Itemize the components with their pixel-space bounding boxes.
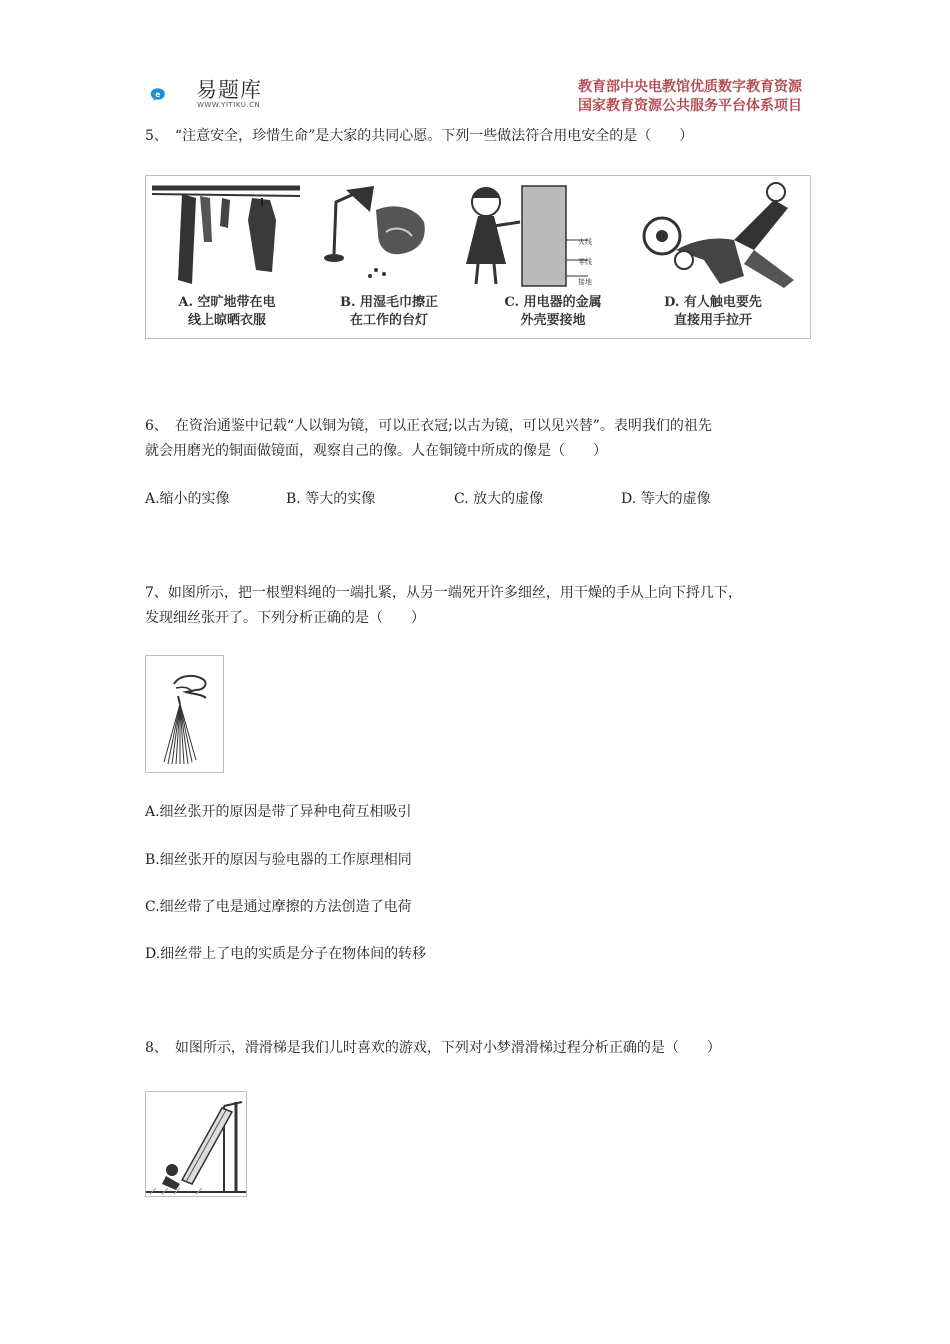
- logo-url: WWW.YITIKU.CN: [197, 101, 261, 109]
- caption-a: [152, 294, 302, 330]
- q7-figure: [145, 655, 224, 773]
- svg-text:e: e: [155, 89, 161, 99]
- q7-option-c[interactable]: C.细丝带了电是通过摩擦的方法创造了电荷: [145, 899, 412, 915]
- q7-option-b[interactable]: B.细丝张开的原因与验电器的工作原理相同: [145, 852, 412, 868]
- caption-a-line2: 线上晾晒衣服: [187, 313, 266, 328]
- panel-c-grounding-illustration: [458, 180, 618, 292]
- panel-a-clothes-on-wire-illustration: [152, 180, 302, 290]
- question-7-line1: 7、如图所示，把一根塑料绳的一端扎紧，从另一端死开许多细丝，用干燥的手从上向下捋几下，: [145, 585, 742, 601]
- caption-b-line2: 在工作的台灯: [349, 313, 428, 328]
- wall-label-live: 火线: [578, 238, 592, 246]
- panel-d-electric-shock-illustration: [624, 180, 804, 292]
- yitiku-logo-icon: [150, 74, 196, 114]
- q6-option-d[interactable]: D. 等大的虚像: [621, 491, 711, 507]
- panel-b-lamp-towel-illustration: [316, 182, 456, 290]
- question-7-text: [145, 581, 810, 631]
- question-6-line2: 就会用磨光的铜面做镜面，观察自己的像。人在铜镜中所成的像是（ ）: [145, 443, 607, 459]
- q7-option-a[interactable]: A.细丝张开的原因是带了异种电荷互相吸引: [145, 804, 412, 820]
- logo-text: 易题库: [196, 78, 262, 102]
- plastic-strands-hand-illustration: [146, 656, 223, 772]
- question-7-line2: 发现细丝张开了。下列分析正确的是（ ）: [145, 610, 425, 626]
- caption-c-line1: C. 用电器的金属: [504, 295, 602, 310]
- caption-c-line2: 外壳要接地: [520, 313, 586, 328]
- wall-label-neutral: 零线: [578, 258, 592, 266]
- caption-d-line1: D. 有人触电要先: [664, 295, 762, 310]
- header-right-line2: 国家教育资源公共服务平台体系项目: [578, 98, 802, 114]
- q8-figure: [145, 1091, 247, 1197]
- caption-b: [314, 294, 464, 330]
- header-right-line1: 教育部中央电教馆优质数字教育资源: [578, 79, 802, 95]
- caption-b-line1: B. 用湿毛巾擦正: [339, 295, 439, 310]
- slide-child-illustration: [146, 1092, 246, 1196]
- question-5-text: 5、 “注意安全，珍惜生命”是大家的共同心愿。下列一些做法符合用电安全的是（ ）: [145, 128, 694, 144]
- caption-c: [478, 294, 628, 330]
- q7-option-d[interactable]: D.细丝带上了电的实质是分子在物体间的转移: [145, 946, 427, 962]
- caption-d-line2: 直接用手拉开: [673, 313, 752, 328]
- wall-label-ground: 接地: [578, 278, 592, 286]
- q6-option-a[interactable]: A.缩小的实像: [145, 491, 230, 507]
- caption-a-line1: A. 空旷地带在电: [178, 295, 276, 310]
- q6-option-b[interactable]: B. 等大的实像: [286, 491, 376, 507]
- q6-option-c[interactable]: C. 放大的虚像: [454, 491, 544, 507]
- question-6-text: [145, 414, 810, 464]
- q5-figure: [145, 175, 811, 339]
- question-8-text: 8、 如图所示，滑滑梯是我们儿时喜欢的游戏，下列对小梦滑滑梯过程分析正确的是（ ）: [145, 1040, 721, 1056]
- header-right-text: [578, 78, 802, 116]
- caption-d: [638, 294, 788, 330]
- question-6-line1: 6、 在资治通鉴中记载“人以铜为镜，可以正衣冠;以古为镜，可以见兴替”。表明我们的祖先: [145, 418, 712, 434]
